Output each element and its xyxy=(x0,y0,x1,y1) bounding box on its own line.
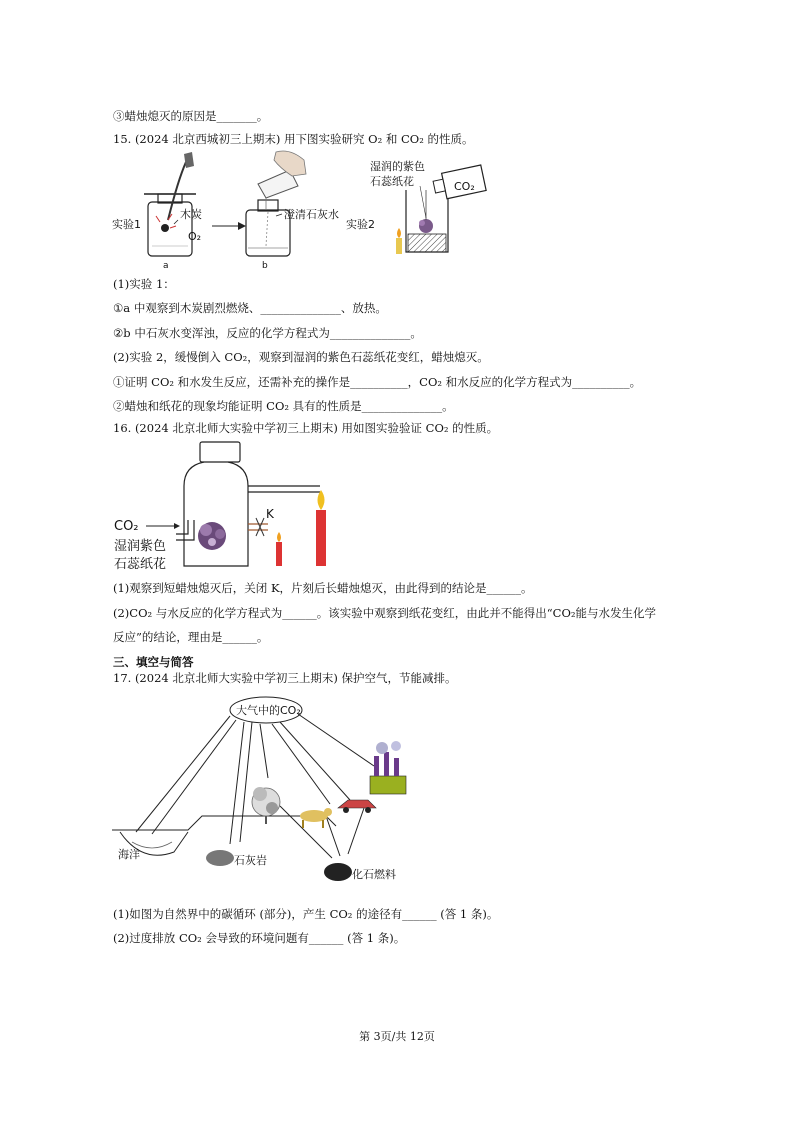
limestone-label: 石灰岩 xyxy=(234,854,267,867)
q17-title: 17. (2024 北京北师大实验中学初三上期末) 保护空气，节能减排。 xyxy=(113,671,457,685)
figure-experiment-o2-co2 xyxy=(108,150,498,272)
q15-part2: (2)实验 2，缓慢倒入 CO₂，观察到湿润的紫色石蕊纸花变红，蜡烛熄灭。 xyxy=(113,350,489,364)
exp2-label: 实验2 xyxy=(346,218,375,231)
car-icon xyxy=(338,800,376,813)
figure-co2-candles xyxy=(108,438,368,578)
charcoal-label: 木炭 xyxy=(180,208,202,221)
q16-part2: (2)CO₂ 与水反应的化学方程式为______。该实验中观察到纸花变红，由此并不能得出“CO₂能与水发生化学 xyxy=(113,606,656,620)
fossil-fuel-label: 化石燃料 xyxy=(352,868,396,881)
section-heading: 三、填空与简答 xyxy=(113,655,194,669)
atmosphere-co2-label: 大气中的CO₂ xyxy=(236,704,301,717)
o2-label: O₂ xyxy=(188,230,202,243)
q15-part1-a: ①a 中观察到木炭剧烈燃烧、______________、放热。 xyxy=(113,301,387,315)
q17-part2: (2)过度排放 CO₂ 会导致的环境问题有______ (答 1 条)。 xyxy=(113,931,406,945)
q15-part2-b: ②蜡烛和纸花的现象均能证明 CO₂ 具有的性质是______________。 xyxy=(113,399,454,413)
tree-icon xyxy=(252,787,280,824)
paper-label-1: 湿润紫色 xyxy=(114,539,167,554)
q16-part1: (1)观察到短蜡烛熄灭后，关闭 K，片刻后长蜡烛熄灭，由此得到的结论是______。 xyxy=(113,581,533,595)
q15-part1-b: ②b 中石灰水变浑浊，反应的化学方程式为______________。 xyxy=(113,326,422,340)
wet-paper-label-1: 湿润的紫色 xyxy=(370,160,425,173)
label-b: b xyxy=(262,261,268,271)
q16-part2-cont: 反应”的结论，理由是______。 xyxy=(113,630,269,644)
co2-bottle-label: CO₂ xyxy=(454,180,475,193)
factory-icon xyxy=(370,741,406,794)
exp1-label: 实验1 xyxy=(112,218,141,231)
q15-title: 15. (2024 北京西城初三上期末) 用下图实验研究 O₂ 和 CO₂ 的性质。 xyxy=(113,132,474,146)
q15-part1: (1)实验 1： xyxy=(113,277,175,291)
label-a: a xyxy=(163,261,169,271)
fossil-fuel-icon xyxy=(324,863,352,881)
limewater-label: 澄清石灰水 xyxy=(284,208,339,221)
wide-bottle xyxy=(146,442,326,566)
q17-part1: (1)如图为自然界中的碳循环 (部分)，产生 CO₂ 的途径有______ (答 1 条)。 xyxy=(113,907,499,921)
limestone-icon xyxy=(206,850,234,866)
q16-title: 16. (2024 北京北师大实验中学初三上期末) 用如图实验验证 CO₂ 的性质。 xyxy=(113,421,499,435)
co2-inlet-label: CO₂ xyxy=(114,519,139,534)
paper-label-2: 石蕊纸花 xyxy=(114,557,167,572)
q15-part2-a: ①证明 CO₂ 和水发生反应，还需补充的操作是__________，CO₂ 和水反应的化学方程式为__________。 xyxy=(113,375,642,389)
ocean-label: 海洋 xyxy=(118,848,140,861)
valve-k-label: K xyxy=(266,507,274,521)
q14-sub3: ③蜡烛熄灭的原因是_______。 xyxy=(113,109,269,123)
bottle-b xyxy=(246,151,306,256)
page-footer: 第 3页/共 12页 xyxy=(359,1030,435,1043)
wet-paper-label-2: 石蕊纸花 xyxy=(370,175,414,188)
figure-carbon-cycle xyxy=(112,692,412,892)
